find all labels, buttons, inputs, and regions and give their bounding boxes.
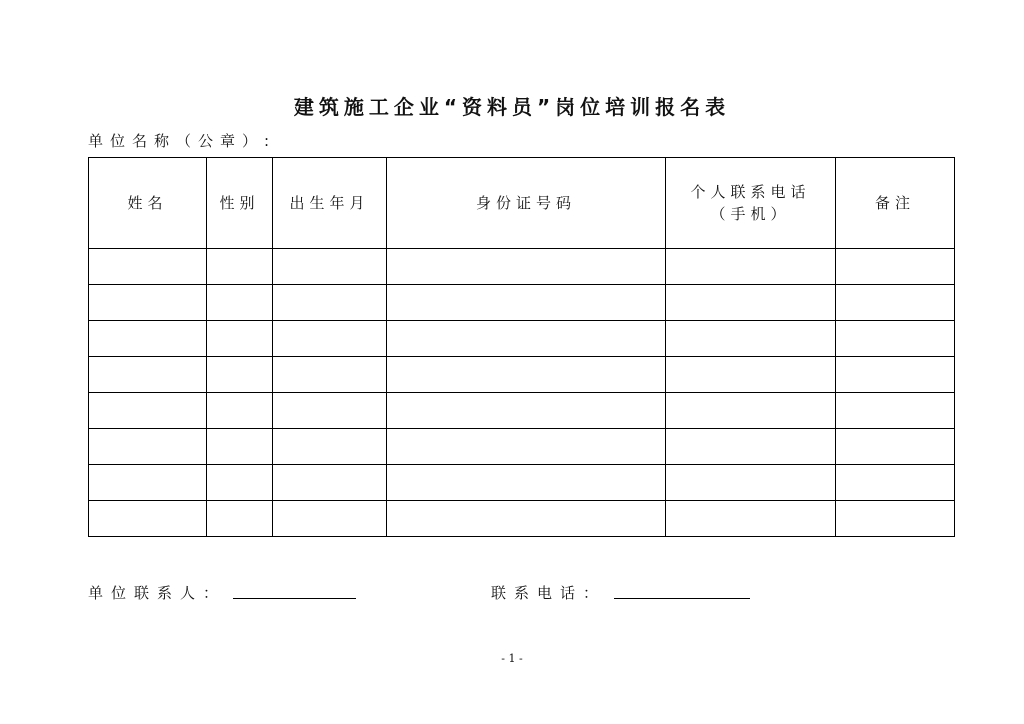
page-number: - 1 - — [501, 652, 523, 665]
table-row — [89, 465, 955, 501]
table-cell-phone[interactable] — [666, 321, 836, 357]
contact-person-blank[interactable] — [233, 598, 356, 599]
table-row — [89, 393, 955, 429]
table-cell-name[interactable] — [89, 285, 207, 321]
table-cell-gender[interactable] — [207, 321, 273, 357]
contact-person-label: 单位联系人： — [88, 584, 227, 602]
table-row — [89, 429, 955, 465]
registration-table — [88, 157, 955, 537]
table-body — [89, 249, 955, 537]
table-cell-birth-date[interactable] — [273, 429, 387, 465]
table-cell-gender[interactable] — [207, 249, 273, 285]
table-cell-remarks[interactable] — [836, 357, 955, 393]
header-id-number: 身份证号码 — [387, 158, 666, 249]
table-cell-phone[interactable] — [666, 357, 836, 393]
table-cell-name[interactable] — [89, 429, 207, 465]
table-cell-birth-date[interactable] — [273, 357, 387, 393]
table-cell-birth-date[interactable] — [273, 501, 387, 537]
table-cell-gender[interactable] — [207, 285, 273, 321]
table-cell-phone[interactable] — [666, 285, 836, 321]
table-cell-remarks[interactable] — [836, 465, 955, 501]
table-cell-remarks[interactable] — [836, 321, 955, 357]
table-cell-id-number[interactable] — [387, 285, 666, 321]
header-phone: 个人联系电话 （手机） — [666, 158, 836, 249]
table-cell-birth-date[interactable] — [273, 249, 387, 285]
table-cell-id-number[interactable] — [387, 429, 666, 465]
table-cell-birth-date[interactable] — [273, 465, 387, 501]
table-cell-id-number[interactable] — [387, 249, 666, 285]
table-cell-name[interactable] — [89, 393, 207, 429]
table-cell-phone[interactable] — [666, 501, 836, 537]
table-cell-name[interactable] — [89, 357, 207, 393]
contact-phone-blank[interactable] — [614, 598, 750, 599]
table-row — [89, 357, 955, 393]
table-cell-remarks[interactable] — [836, 285, 955, 321]
table-cell-phone[interactable] — [666, 393, 836, 429]
table-cell-phone[interactable] — [666, 465, 836, 501]
table-cell-remarks[interactable] — [836, 249, 955, 285]
table-row — [89, 321, 955, 357]
header-remarks: 备注 — [836, 158, 955, 249]
table-cell-birth-date[interactable] — [273, 285, 387, 321]
table-cell-id-number[interactable] — [387, 501, 666, 537]
page-title: 建筑施工企业“资料员”岗位培训报名表 — [293, 95, 731, 119]
header-gender: 性别 — [207, 158, 273, 249]
table-cell-name[interactable] — [89, 465, 207, 501]
table-cell-remarks[interactable] — [836, 393, 955, 429]
table-cell-birth-date[interactable] — [273, 321, 387, 357]
table-cell-name[interactable] — [89, 501, 207, 537]
unit-name-label: 单位名称（公章）: — [88, 132, 277, 150]
header-name: 姓名 — [89, 158, 207, 249]
contact-phone-label: 联系电话： — [491, 584, 607, 602]
table-cell-id-number[interactable] — [387, 393, 666, 429]
table-cell-phone[interactable] — [666, 249, 836, 285]
table-cell-remarks[interactable] — [836, 501, 955, 537]
table-row — [89, 285, 955, 321]
table-row — [89, 249, 955, 285]
table-cell-gender[interactable] — [207, 501, 273, 537]
table-cell-gender[interactable] — [207, 465, 273, 501]
table-cell-phone[interactable] — [666, 429, 836, 465]
table-cell-name[interactable] — [89, 249, 207, 285]
header-birth-date: 出生年月 — [273, 158, 387, 249]
table-cell-gender[interactable] — [207, 429, 273, 465]
table-header-row — [89, 158, 955, 249]
table-row — [89, 501, 955, 537]
table-cell-gender[interactable] — [207, 393, 273, 429]
table-cell-gender[interactable] — [207, 357, 273, 393]
table-cell-name[interactable] — [89, 321, 207, 357]
table-cell-id-number[interactable] — [387, 357, 666, 393]
table-cell-remarks[interactable] — [836, 429, 955, 465]
table-cell-birth-date[interactable] — [273, 393, 387, 429]
table-cell-id-number[interactable] — [387, 465, 666, 501]
table-cell-id-number[interactable] — [387, 321, 666, 357]
